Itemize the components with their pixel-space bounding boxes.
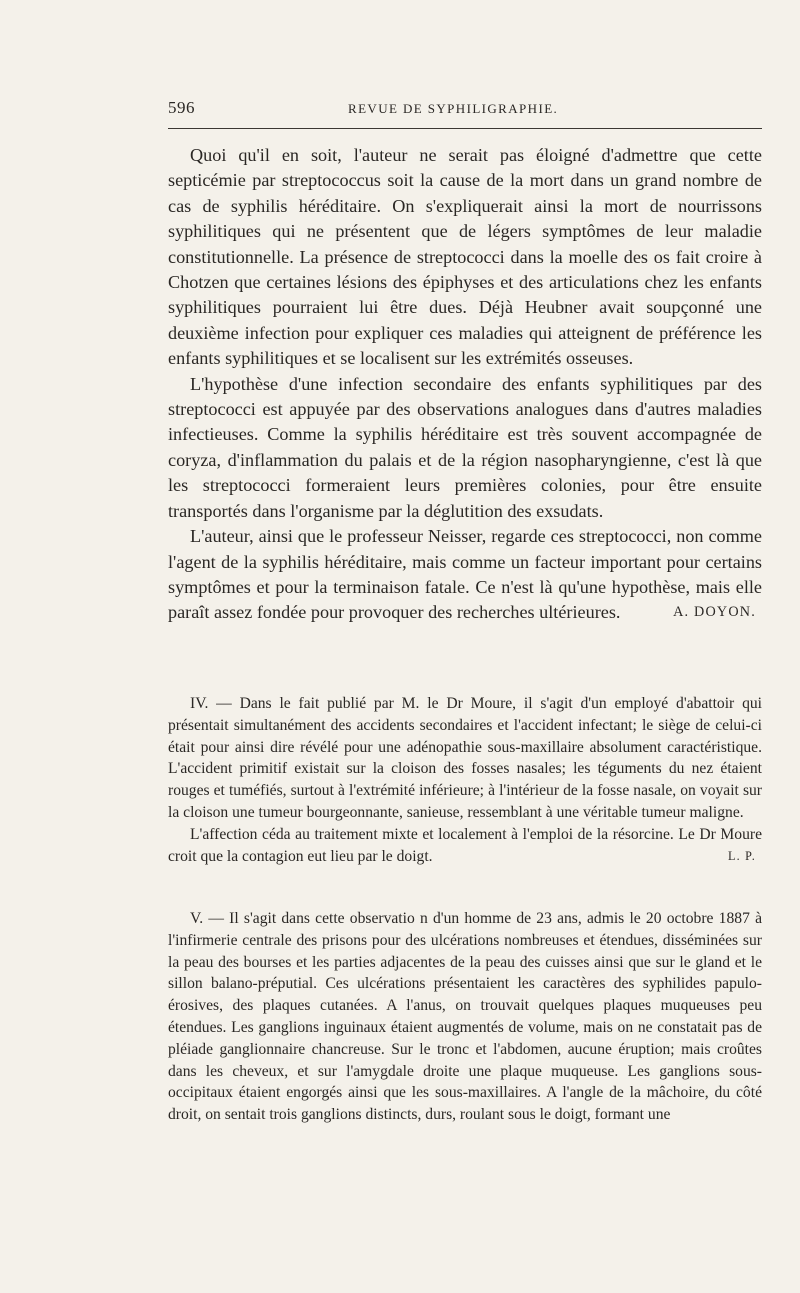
paragraph: IV. — Dans le fait publié par M. le Dr Moure, il s'agit d'un employé d'abattoir qui présentait simultanément des accidents secondaires et l'accident infectant; le siège de celui-ci était pour ainsi dire révélé pour une adénopathie sous-maxillaire absolument caractéristique. L'accident primitif existait sur la cloison des fosses nasales; les téguments du nez étaient rouges et tuméfiés, surtout à l'extrémité inférieure; à l'intérieur de la fosse nasale, on voyait sur la cloison une tumeur bourgeonnante, sanieuse, ressemblant à une véritable tumeur maligne. [168,695,762,821]
author-signature: L. P. [728,848,756,863]
paragraph [168,524,762,626]
paragraph: Quoi qu'il en soit, l'auteur ne serait pas éloigné d'admettre que cette septicémie par streptococcus soit la cause de la mort dans un grand nombre de cas de syphilis héréditaire. On s'expliquerait ainsi la mort de nourrissons syphilitiques qui ne présentent que de légers symptômes de leur maladie constitutionnelle. La présence de streptococci dans la moelle des os fait croire à Chotzen que certaines lésions des épiphyses et des articulations chez les enfants syphilitiques pourraient lui être dues. Déjà Heubner avait soupçonné une deuxième infection pour expliquer ces maladies qui atteignent de préférence les enfants syphilitiques et se localisent sur les extrémités osseuses. [168,145,762,369]
section-streptococci-review [168,143,762,626]
header-rule [168,128,762,129]
paragraph: L'hypothèse d'une infection secondaire des enfants syphilitiques par des streptococci est appuyée par des observations analogues dans d'autres maladies infectieuses. Comme la syphilis héréditaire est très souvent accompagnée de coryza, d'inflammation du palais et de la région nasopharyngienne, c'est là que les streptococci formeraient leurs premières colonies, pour être ensuite transportés dans l'organisme par la déglutition des exsudats. [168,373,762,521]
paragraph-text: L'auteur, ainsi que le professeur Neisser, regarde ces streptococci, non comme l'agent de la syphilis héréditaire, mais comme un facteur important pour certains symptômes et pour la terminaison fatale. Ce n'est là qu'une hypothèse, mais elle paraît assez fondée pour provoquer des recherches ultérieures. [168,526,762,623]
paragraph [168,824,762,868]
page-number: 596 [168,98,195,117]
author-signature: A. DOYON. [673,604,756,621]
page-header [168,98,768,122]
paragraph-text: L'affection céda au traitement mixte et localement à l'emploi de la résorcine. Le Dr Moure croit que la contagion eut lieu par le doigt. [168,825,762,865]
paragraph: V. — Il s'agit dans cette observatio n d'un homme de 23 ans, admis le 20 octobre 1887 à l'infirmerie centrale des prisons pour des ulcérations nombreuses et étendues, disséminées sur la peau des bourses et les parties adjacentes de la peau des cuisses ainsi que sur le gland et le sillon balano-préputial. Ces ulcérations présentaient les caractères des syphilides papulo-érosives, des plaques cutanées. A l'anus, on trouvait quelques plaques muqueuses peu étendues. Les ganglions inguinaux étaient augmentés de volume, mais on ne constatait pas de pléiade ganglionnaire chancreuse. Sur le tronc et l'abdomen, aucune éruption; mais croûtes dans les cheveux, et sur l'amygdale droite une plaque muqueuse. Les ganglions sous-occipitaux étaient engorgés ainsi que les sous-maxillaires. A l'angle de la mâchoire, du côté droit, on sentait trois ganglions distincts, durs, roulant sous le doigt, formant une [168,910,762,1124]
running-title: REVUE DE SYPHILIGRAPHIE. [348,101,559,116]
section-iv-moure-case [168,693,762,867]
section-v-observation [168,908,762,1126]
